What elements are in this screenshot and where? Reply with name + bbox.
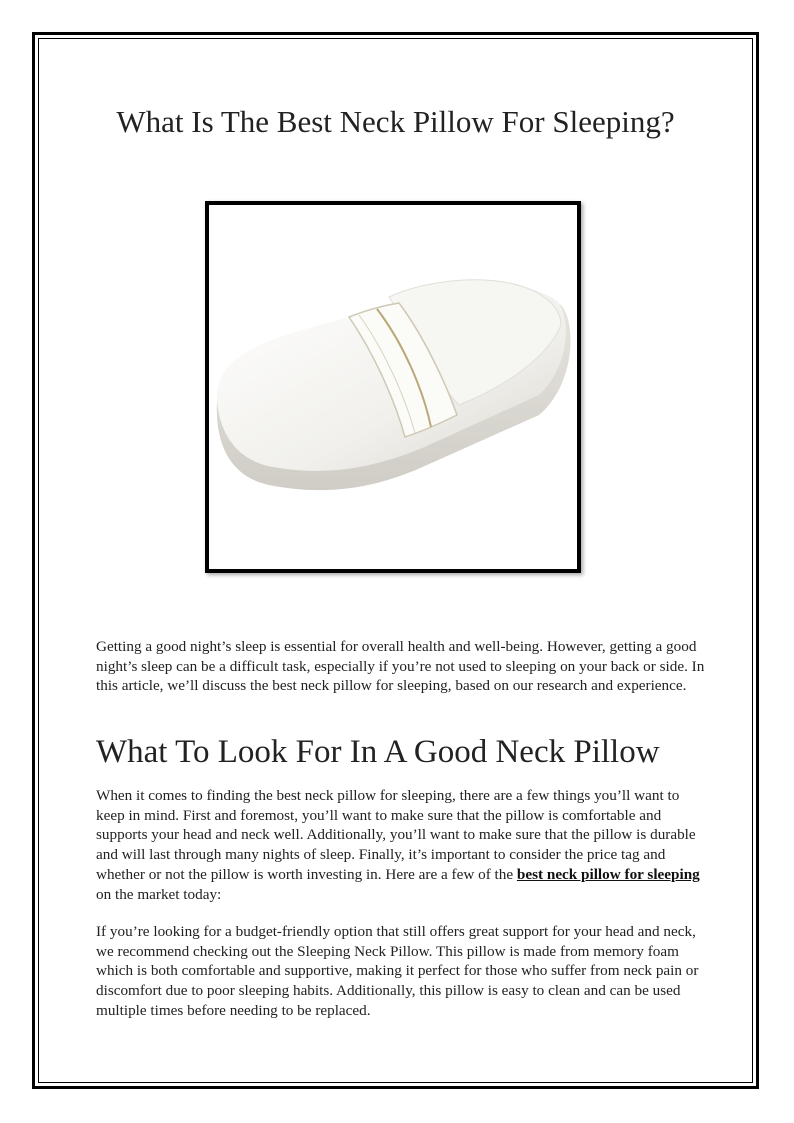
best-neck-pillow-link[interactable]: best neck pillow for sleeping <box>516 865 700 883</box>
paragraph-text: When it comes to finding the best neck pillow for sleeping, there are a few things you’ll want to keep in mind. First and foremost, you’ll want to make sure that the pillow is comfortable and supports your head and neck well. Additionally, you’ll want to make sure that the pillow is durable and will last through many nights of sleep. Finally, it’s important to consider the price tag and whether or not the pillow is worth investing in. Here are a few of the <box>96 787 696 883</box>
page-title: What Is The Best Neck Pillow For Sleeping? <box>116 104 675 139</box>
section-heading: What To Look For In A Good Neck Pillow <box>96 734 660 770</box>
section-paragraph-1 <box>96 786 706 904</box>
section-paragraph-2: If you’re looking for a budget-friendly option that still offers great support for your head and neck, we recommend checking out the Sleeping Neck Pillow. This pillow is made from memory foam which is both comfortable and supportive, making it perfect for those who suffer from neck pain or discomfort due to poor sleeping habits. Additionally, this pillow is easy to clean and can be used multiple times before needing to be replaced. <box>96 923 699 1019</box>
paragraph-text: on the market today: <box>96 885 222 903</box>
pillow-image <box>205 201 581 573</box>
intro-paragraph: Getting a good night’s sleep is essential for overall health and well-being. However, getting a good night’s sleep can be a difficult task, especially if you’re not used to sleeping on your back or side. In this article, we’ll discuss the best neck pillow for sleeping, based on our research and experience. <box>96 638 705 695</box>
